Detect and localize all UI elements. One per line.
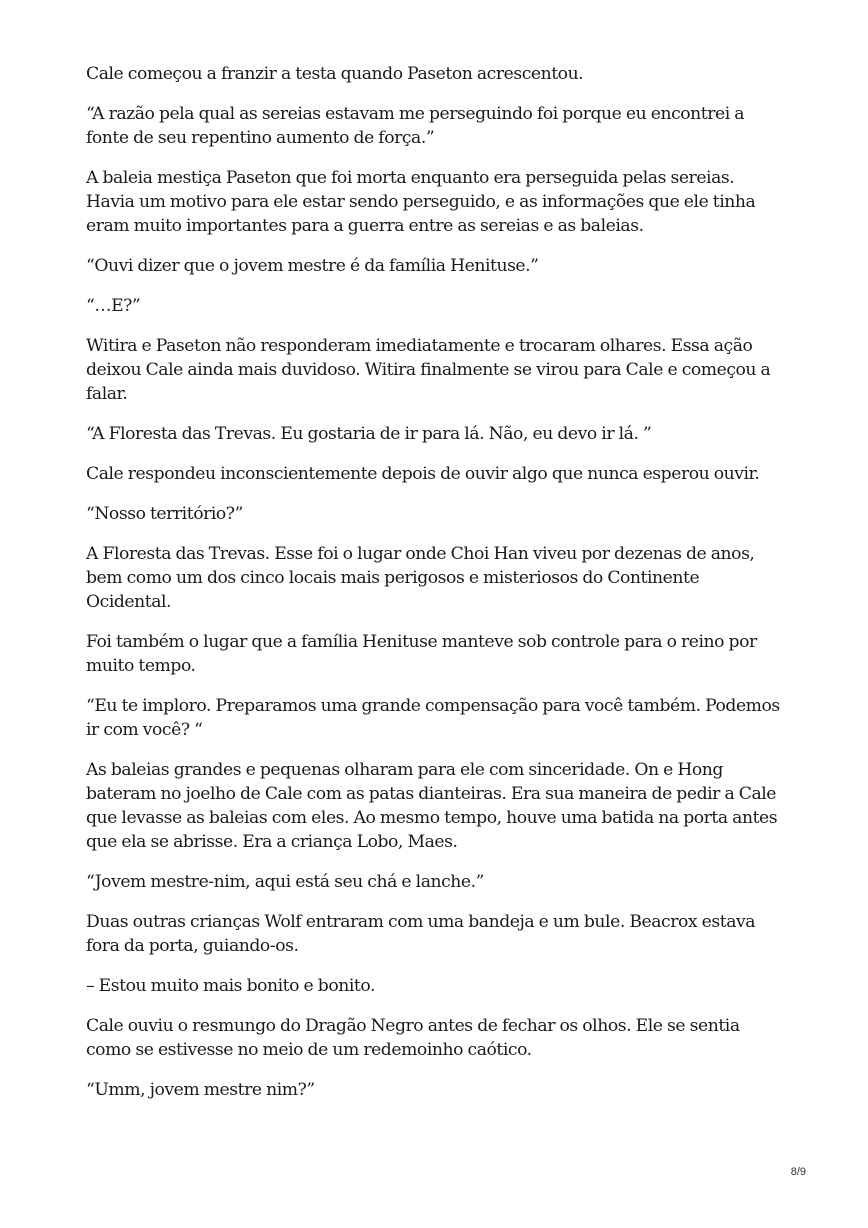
paragraph: – Estou muito mais bonito e bonito. (86, 976, 375, 996)
paragraph: “…E?” (86, 296, 141, 316)
paragraph: A baleia mestiça Paseton que foi morta enquanto era perseguida pelas sereias. Havia um motivo para ele estar sendo perseguido, e as informações que ele tinha eram muito importantes para a guerra entre as sereias e as baleias. (86, 168, 756, 236)
paragraph: Foi também o lugar que a família Henituse manteve sob controle para o reino por muito tempo. (86, 632, 757, 676)
paragraph: “A Floresta das Trevas. Eu gostaria de ir para lá. Não, eu devo ir lá. ” (86, 424, 652, 444)
paragraph: Cale respondeu inconscientemente depois de ouvir algo que nunca esperou ouvir. (86, 464, 760, 484)
paragraph: As baleias grandes e pequenas olharam para ele com sinceridade. On e Hong bateram no joelho de Cale com as patas dianteiras. Era sua maneira de pedir a Cale que levasse as baleias com eles. Ao mesmo tempo, houve uma batida na porta antes que ela se abrisse. Era a criança Lobo, Maes. (86, 760, 778, 852)
paragraph: Witira e Paseton não responderam imediatamente e trocaram olhares. Essa ação deixou Cale ainda mais duvidoso. Witira finalmente se virou para Cale e começou a falar. (86, 336, 771, 404)
paragraph: “Umm, jovem mestre nim?” (86, 1080, 315, 1100)
paragraph: A Floresta das Trevas. Esse foi o lugar onde Choi Han viveu por dezenas de anos, bem como um dos cinco locais mais perigosos e misteriosos do Continente Ocidental. (86, 544, 755, 612)
paragraph: Cale ouviu o resmungo do Dragão Negro antes de fechar os olhos. Ele se sentia como se estivesse no meio de um redemoinho caótico. (86, 1016, 740, 1060)
paragraph: “Nosso território?” (86, 504, 243, 524)
page-number: 8/9 (790, 1166, 806, 1178)
paragraph: “Ouvi dizer que o jovem mestre é da família Henituse.” (86, 256, 539, 276)
paragraph: “A razão pela qual as sereias estavam me perseguindo foi porque eu encontrei a fonte de seu repentino aumento de força.” (86, 104, 745, 148)
paragraph: Cale começou a franzir a testa quando Paseton acrescentou. (86, 64, 584, 84)
paragraph: “Eu te imploro. Preparamos uma grande compensação para você também. Podemos ir com você? “ (86, 696, 780, 740)
document-page (86, 62, 786, 1118)
paragraph: Duas outras crianças Wolf entraram com uma bandeja e um bule. Beacrox estava fora da porta, guiando-os. (86, 912, 756, 956)
paragraph: “Jovem mestre-nim, aqui está seu chá e lanche.” (86, 872, 484, 892)
